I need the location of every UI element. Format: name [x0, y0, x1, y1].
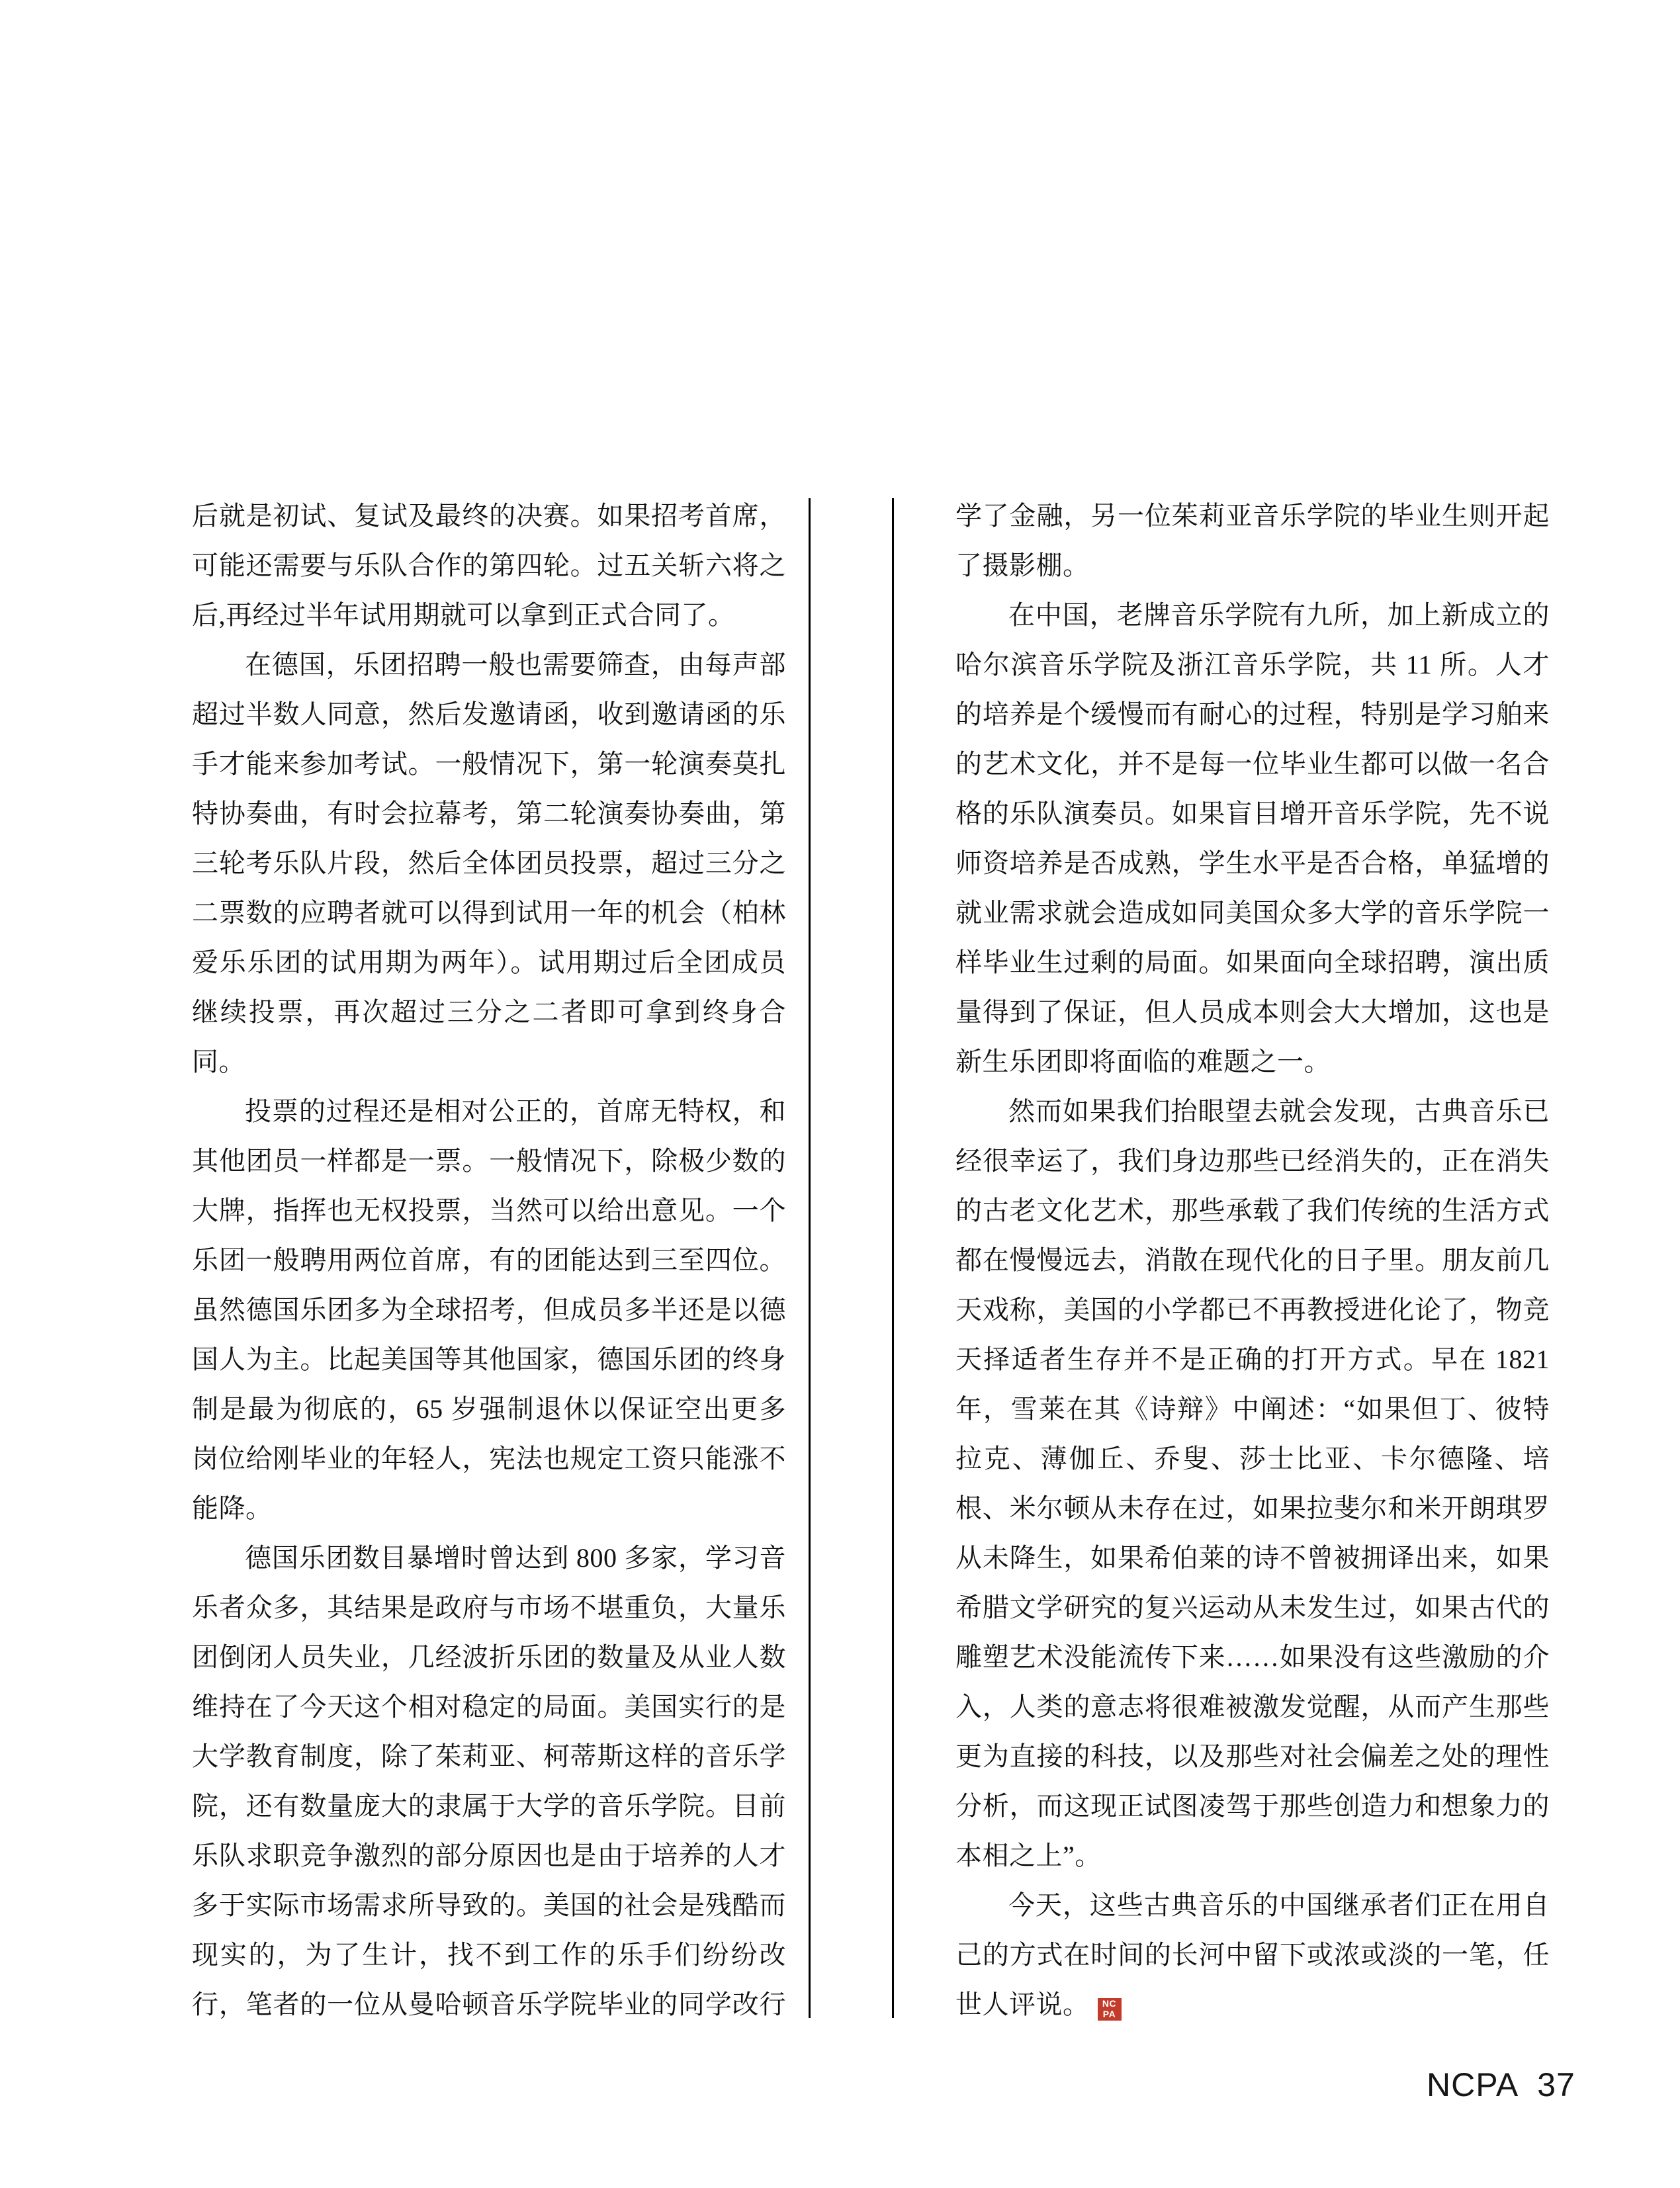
paragraph: 投票的过程还是相对公正的，首席无特权，和其他团员一样都是一票。一般情况下，除极少数的大牌，指挥也无权投票，当然可以给出意见。一个乐团一般聘用两位首席，有的团能达到三至四位。虽然德国乐团多为全球招考，但成员多半还是以德国人为主。比起美国等其他国家，德国乐团的终身制是最为彻底的，65 岁强制退休以保证空出更多岗位给刚毕业的年轻人，宪法也规定工资只能涨不能降。 [192, 1096, 786, 1523]
article-body [192, 491, 1550, 2033]
paragraph: 后就是初试、复试及最终的决赛。如果招考首席，可能还需要与乐队合作的第四轮。过五关斩六将之后,再经过半年试用期就可以拿到正式合同了。 [192, 501, 786, 630]
ncpa-seal-icon [1098, 1998, 1122, 2021]
ncpa-seal-line2: PA [1102, 2009, 1116, 2019]
page-footer [1427, 2068, 1575, 2101]
ncpa-seal-line1: NC [1102, 1998, 1117, 2009]
paragraph: 德国乐团数目暴增时曾达到 800 多家，学习音乐者众多，其结果是政府与市场不堪重负，大量乐团倒闭人员失业，几经波折乐团的数量及从业人数维持在了今天这个相对稳定的局面。美国实行的是大学教育制度，除了茱莉亚、柯蒂斯这样的音乐学院，还有数量庞大的隶属于大学的音乐学院。目前乐队求职竞争激烈的部分原因也是由于培养的人才多于实际市场需求所导致的。美国的社会是残酷而现实的，为了生计，找不到工作的乐手们纷纷改行，笔者的一位从曼哈顿音乐学院毕业的同学改行学了金融，另一位茱莉亚音乐学院的毕业生则开起了摄影棚。 [192, 501, 1550, 2019]
page-number: 37 [1537, 2066, 1575, 2103]
column-rule-left [809, 498, 811, 2018]
footer-brand: NCPA [1427, 2066, 1519, 2103]
column-rule-right [892, 498, 894, 2018]
paragraph: 在德国，乐团招聘一般也需要筛查，由每声部超过半数人同意，然后发邀请函，收到邀请函的乐手才能来参加考试。一般情况下，第一轮演奏莫扎特协奏曲，有时会拉幕考，第二轮演奏协奏曲，第三轮考乐队片段，然后全体团员投票，超过三分之二票数的应聘者就可以得到试用一年的机会（柏林爱乐乐团的试用期为两年）。试用期过后全团成员继续投票，再次超过三分之二者即可拿到终身合同。 [192, 650, 786, 1076]
paragraph: 然而如果我们抬眼望去就会发现，古典音乐已经很幸运了，我们身边那些已经消失的，正在消失的古老文化艺术，那些承载了我们传统的生活方式都在慢慢远去，消散在现代化的日子里。朋友前几天戏称，美国的小学都已不再教授进化论了，物竞天择适者生存并不是正确的打开方式。早在 1821 年，雪莱在其《诗辩》中阐述：“如果但丁、彼特拉克、薄伽丘、乔叟、莎士比亚、卡尔德隆、培根、米尔顿从未存在过，如果拉斐尔和米开朗琪罗从未降生，如果希伯莱的诗不曾被拥译出来，如果希腊文学研究的复兴运动从未发生过，如果古代的雕塑艺术没能流传下来……如果没有这些激励的介入，人类的意志将很难被激发觉醒，从而产生那些更为直接的科技，以及那些对社会偏差之处的理性分析，而这现正试图凌驾于那些创造力和想象力的本相之上”。 [955, 1096, 1550, 1870]
paragraph: 今天，这些古典音乐的中国继承者们正在用自己的方式在时间的长河中留下或浓或淡的一笔，任世人评说。 NC PA [955, 1890, 1550, 2019]
paragraph: 在中国，老牌音乐学院有九所，加上新成立的哈尔滨音乐学院及浙江音乐学院，共 11 所。人才的培养是个缓慢而有耐心的过程，特别是学习舶来的艺术文化，并不是每一位毕业生都可以做一名合格的乐队演奏员。如果盲目增开音乐学院，先不说师资培养是否成熟，学生水平是否合格，单猛增的就业需求就会造成如同美国众多大学的音乐学院一样毕业生过剩的局面。如果面向全球招聘，演出质量得到了保证，但人员成本则会大大增加，这也是新生乐团即将面临的难题之一。 [955, 600, 1550, 1076]
